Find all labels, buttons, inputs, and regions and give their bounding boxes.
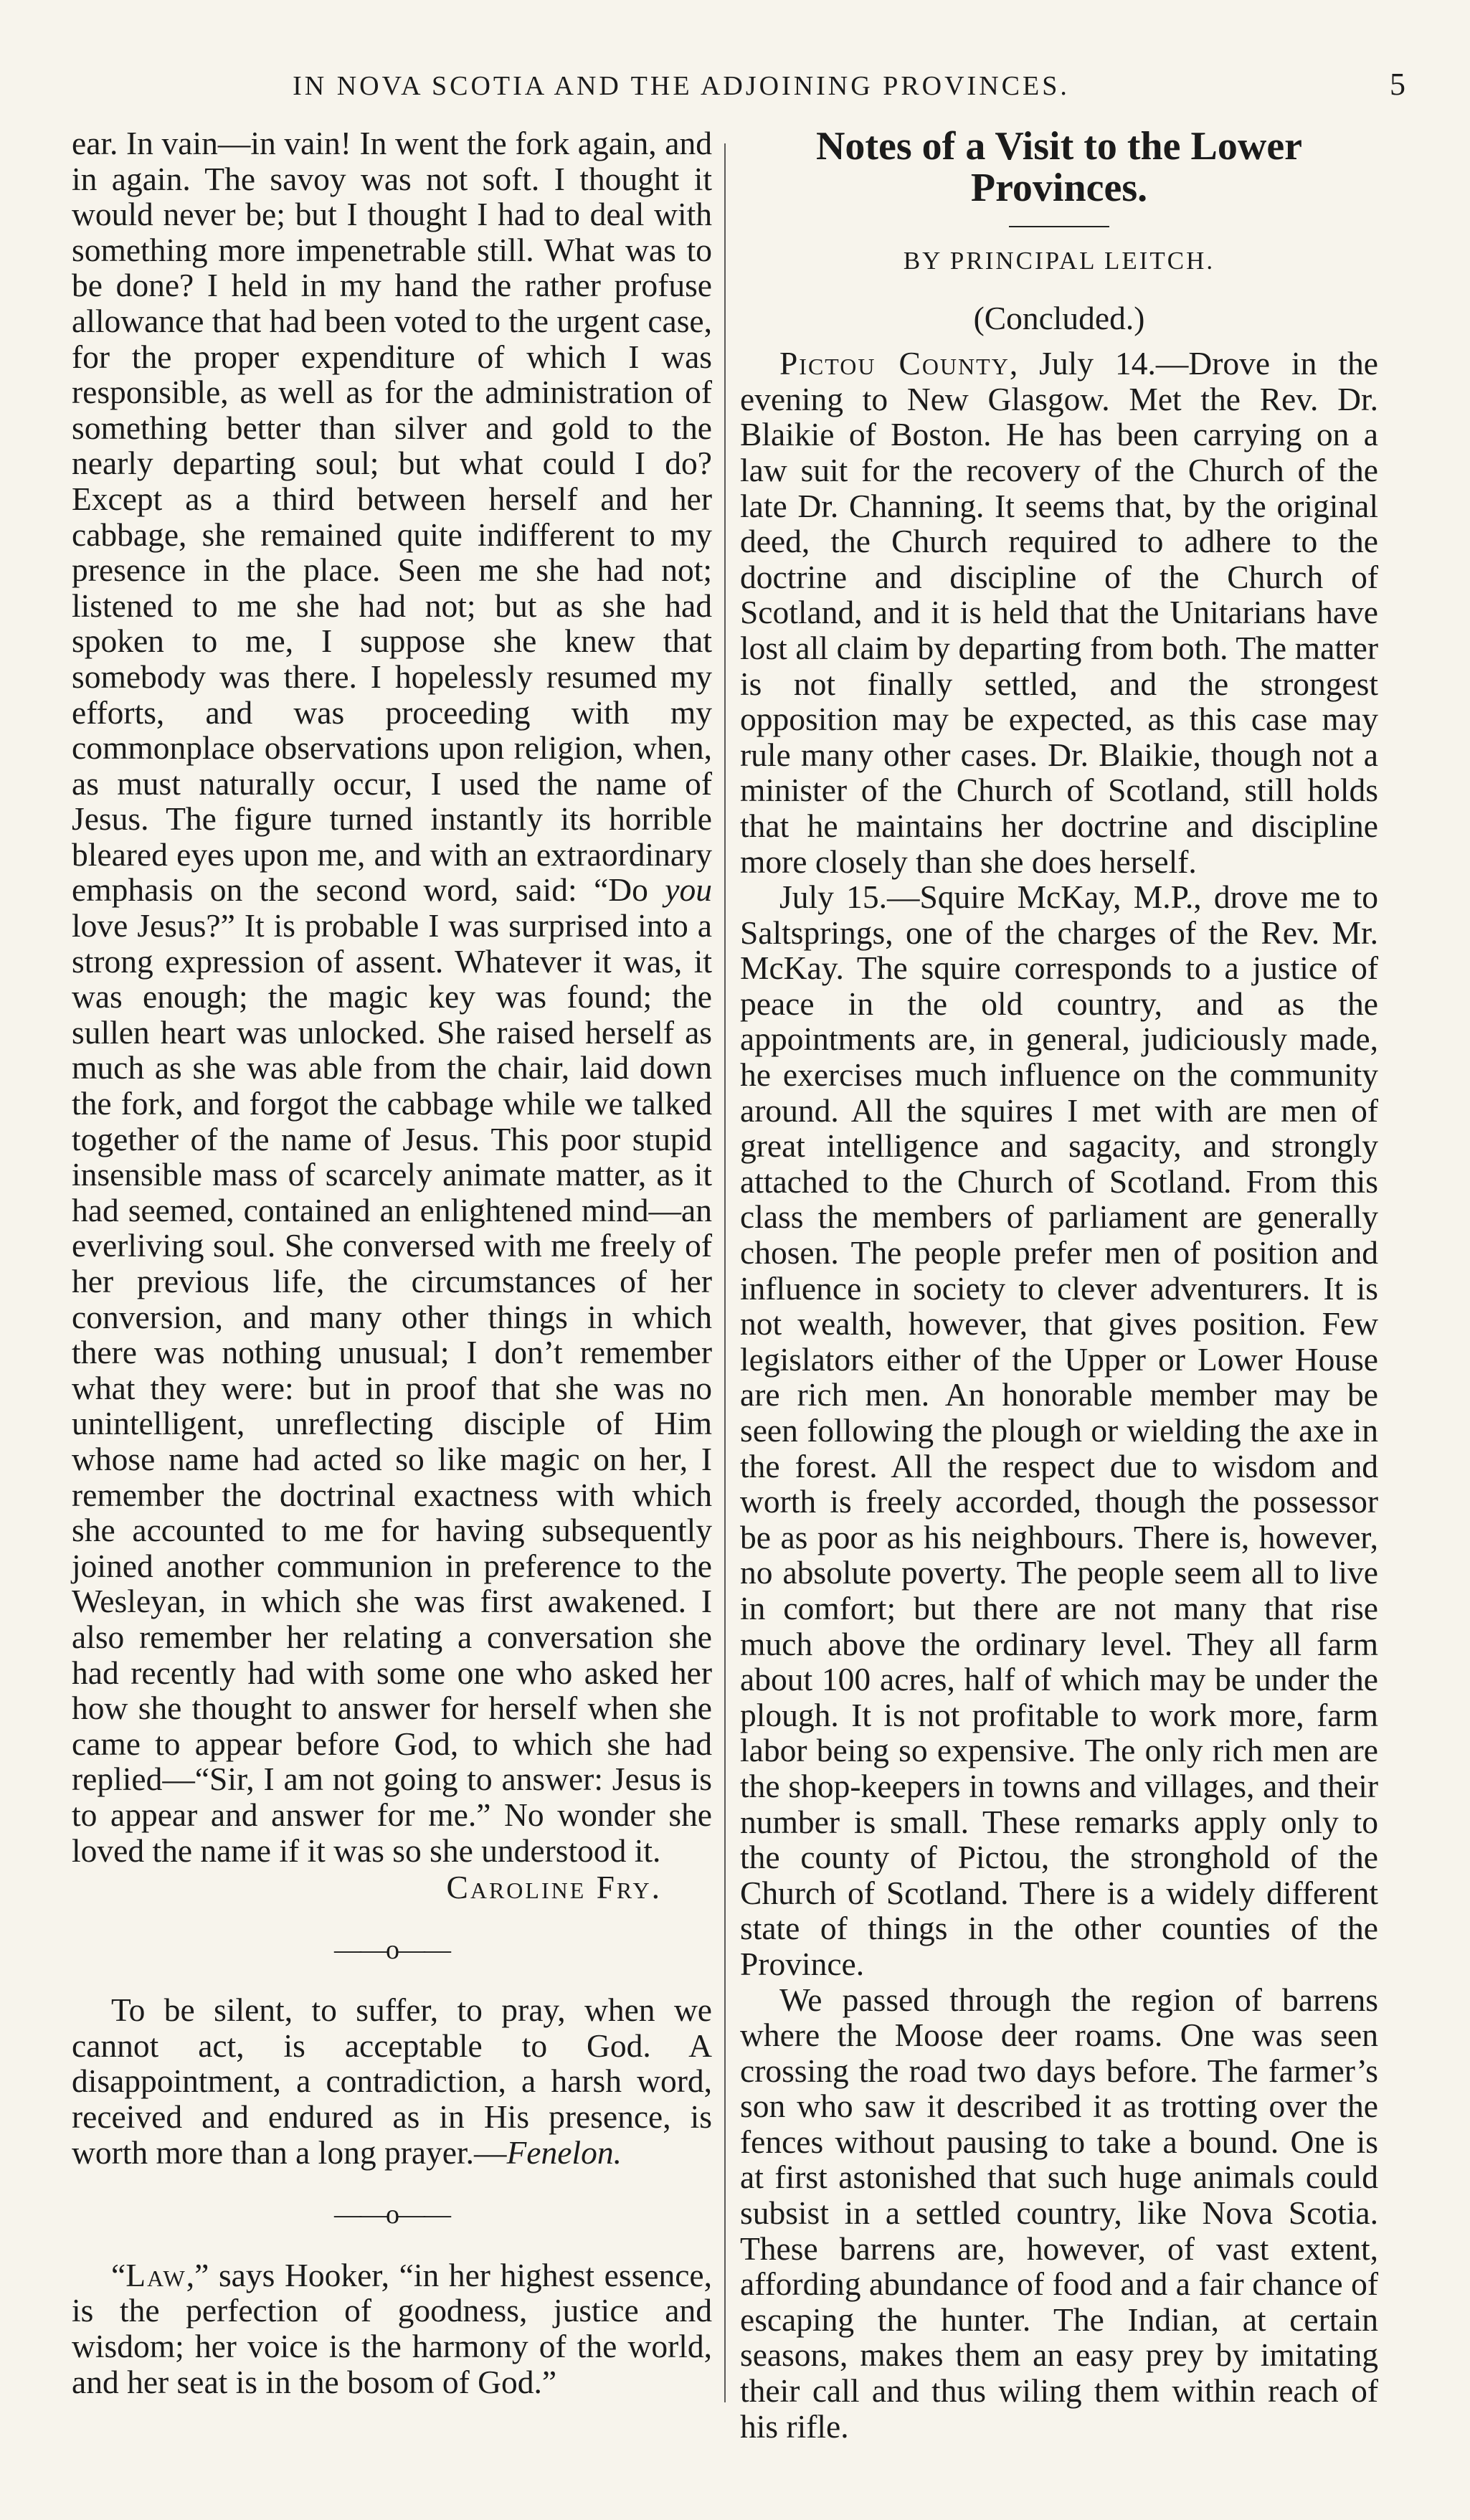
page-header: [0, 0, 1470, 122]
column-rule: [724, 143, 726, 2402]
emphasis-you: you: [665, 871, 712, 909]
paragraph-text: , July 14.—Drove in the evening to New Glasgow. Met the Rev. Dr. Blaikie of Boston. He has been carrying on a law suit for the recovery of the Church of the late Dr. Channing. It seems that, by the original deed, the Church required to adhere to the doctrine and discipline of the Church of Scotland, and it is held that the Unitarians have lost all claim by departing from both. The matter is not finally settled, and the strongest opposition may be expected, as this case may rule many other cases. Dr. Blaikie, though not a minister of the Church of Scotland, still holds that he maintains her doctrine and discipline more closely than she does herself.: [740, 345, 1378, 880]
july-15-paragraph: July 15.—Squire McKay, M.P., drove me to Saltsprings, one of the charges of the Rev. Mr. McKay. The squire corresponds to a justice of peace in the old country, and as the appointments are, in general, judiciously made, he exercises much influence on the community around. All the squires I met with are men of great intelligence and sagacity, and strongly attached to the Church of Scotland. From this class the members of parliament are generally chosen. The people prefer men of position and influence in society to clever adventurers. It is not wealth, however, that gives position. Few legislators either of the Upper or Lower House are rich men. An honorable member may be seen following the plough or wielding the axe in the forest. All the respect due to wisdom and worth is freely accorded, though the possessor be as poor as his neighbours. There is, however, no absolute poverty. The people seem all to live in comfort; but there are not many that rise much above the ordinary level. They all farm about 100 acres, half of which may be under the plough. It is not profitable to work more, farm labor being so expensive. The only rich men are the shop-keepers in towns and villages, and their number is small. These remarks apply only to the county of Pictou, the stronghold of the Church of Scotland. There is a widely different state of things in the other counties of the Province.: [740, 878, 1378, 1982]
barrens-paragraph: We passed through the region of barrens where the Moose deer roams. One was seen crossing the road two days before. The farmer’s son who saw it described it as trotting over the fences without pausing to take a bound. One is at first astonished that such huge animals could subsist in a settled country, like Nova Scotia. These barrens are, however, of vast extent, affording abundance of food and a fair chance of escaping the hunter. The Indian, at certain seasons, makes them an easy prey by imitating their call and thus wiling them within reach of his rifle.: [740, 1981, 1378, 2445]
law-smallcaps: Law: [125, 2256, 186, 2293]
concluded-note: (Concluded.): [973, 299, 1145, 336]
title-rule: [1009, 226, 1109, 227]
article-title: Notes of a Visit to the Lower Provinces.: [815, 124, 1303, 210]
hooker-quote: [72, 2258, 712, 2400]
quote-author: Fenelon.: [506, 2133, 622, 2171]
page-number: 5: [1390, 67, 1405, 102]
article-byline: BY PRINCIPAL LEITCH.: [903, 247, 1215, 275]
paragraph-text-continued: love Jesus?” It is probable I was surprised into a strong expression of assent. Whatever it was, it was enough; the magic key was found; the sullen heart was unlocked. She raised herself as much as she was able from the chair, laid down the fork, and forgot the cabbage while we talked together of the name of Jesus. This poor stupid insensible mass of scarcely animate matter, as it had seemed, contained an enlightened mind—an everliving soul. She conversed with me freely of her previous life, the circumstances of her conversion, and many other things in which there was nothing unusual; I don’t remember what they were: but in proof that she was no unintelligent, unreflecting disciple of Him whose name had acted so like magic on her, I remember the doctrinal exactness with which she accounted to me for having subsequently joined another communion in preference to the Wesleyan, in which she was first awakened. I also remember her relating a conversation she had recently had with some one who asked her how she thought to answer for herself when she came to appear before God, to which she had replied—“Sir, I am not going to answer: Jesus is to appear and answer for me.” No wonder she loved the name if it was so she understood it.: [72, 907, 712, 1869]
section-divider: ——o——: [334, 2199, 450, 2230]
open-quote: “: [111, 2256, 126, 2293]
fenelon-quote: [72, 1992, 712, 2170]
signature-caroline-fry: Caroline Fry.: [446, 1869, 662, 1906]
running-title: IN NOVA SCOTIA AND THE ADJOINING PROVINCES.: [293, 71, 1070, 101]
section-divider: ——o——: [334, 1934, 450, 1965]
quote-text: ,” says Hooker, “in her highest essence, is the perfection of goodness, justice and wisdom; her voice is the harmony of the world, and her seat is in the bosom of God.”: [72, 2256, 712, 2400]
place-smallcaps: Pictou County: [779, 345, 1010, 382]
left-column: [72, 125, 712, 2400]
quote-text: To be silent, to suffer, to pray, when we cannot act, is acceptable to God. A disappointment, a contradiction, a harsh word, received and endured as in His presence, is worth more than a long prayer.—: [72, 1991, 712, 2171]
right-column: [740, 125, 1378, 2444]
caroline-fry-paragraph: [72, 125, 712, 1868]
pictou-paragraph: [740, 346, 1378, 879]
paragraph-text: ear. In vain—in vain! In went the fork again, and in again. The savoy was not soft. I thought it would never be; but I thought I had to deal with something more impenetrable still. What was to be done? I held in my hand the rather profuse allowance that had been voted to the urgent case, for the proper expenditure of which I was responsible, as well as for the administration of something better than silver and gold to the nearly departing soul; but what could I do? Except as a third between herself and her cabbage, she remained quite indifferent to my presence in the place. Seen me she had not; listened to me she had not; but as she had spoken to me, I suppose she knew that somebody was there. I hopelessly resumed my efforts, and was proceeding with my commonplace observations upon religion, when, as must naturally occur, I used the name of Jesus. The figure turned instantly its horrible bleared eyes upon me, and with an extraordinary emphasis on the second word, said: “Do: [72, 125, 712, 909]
